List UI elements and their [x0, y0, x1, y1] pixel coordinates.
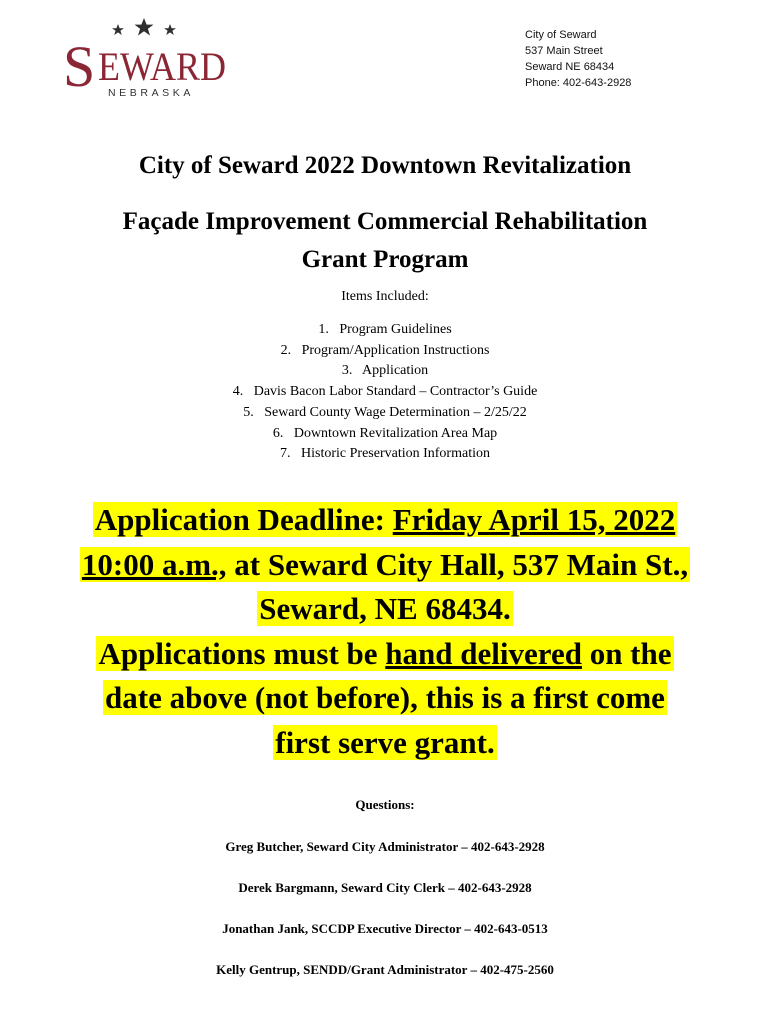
address-line-phone: Phone: 402-643-2928: [525, 77, 632, 89]
contacts-list: [0, 837, 770, 1001]
seward-logo-graphic: [60, 16, 230, 102]
deadline-line-2: [0, 543, 770, 588]
address-line-org: City of Seward: [525, 29, 597, 41]
deadline-location: at Seward City Hall, 537 Main St.,: [226, 546, 689, 582]
logo-eward-letters: EWARD: [98, 44, 226, 89]
deadline-line-5-text: date above (not before), this is a first come: [105, 680, 665, 715]
deadline-line-1: [0, 498, 770, 543]
list-item: 6. Downtown Revitalization Area Map: [272, 425, 498, 441]
list-item: 1. Program Guidelines: [318, 322, 452, 337]
document-subtitle: [0, 203, 770, 279]
hand-delivered-text: hand delivered: [385, 635, 582, 671]
items-included-label: Items Included:: [341, 289, 429, 304]
apps-prefix: Applications must be: [98, 635, 386, 671]
list-item: 2. Program/Application Instructions: [280, 342, 490, 358]
deadline-line-6-text: first serve grant.: [275, 724, 495, 760]
stars-icon: [112, 18, 176, 36]
list-item: 7. Historic Preservation Information: [280, 446, 490, 462]
logo-s-letter: S: [63, 34, 96, 99]
deadline-time: 10:00 a.m.,: [81, 546, 227, 582]
deadline-line-5: [0, 676, 770, 721]
contact-item: Greg Butcher, Seward City Administrator – 402-643-2928: [225, 839, 545, 854]
list-item: 3. Application: [341, 363, 429, 379]
deadline-line-6: [0, 721, 770, 766]
deadline-date: Friday April 15, 2022: [392, 502, 676, 537]
deadline-line-4: [0, 632, 770, 677]
seward-logo: [60, 16, 230, 102]
subtitle-line-1: Façade Improvement Commercial Rehabilitation: [122, 208, 648, 235]
address-line-city: Seward NE 68434: [525, 61, 615, 73]
deadline-notice: [0, 498, 770, 765]
contact-item: Jonathan Jank, SCCDP Executive Director – 402-643-0513: [222, 921, 548, 936]
address-line-street: 537 Main Street: [525, 45, 603, 57]
deadline-city: Seward, NE 68434.: [259, 591, 511, 626]
contact-item: Kelly Gentrup, SENDD/Grant Administrator – 402-475-2560: [216, 962, 554, 977]
deadline-line-3: [0, 587, 770, 632]
address-block: [525, 27, 631, 91]
list-item: 4. Davis Bacon Labor Standard – Contractor’s Guide: [232, 384, 538, 400]
items-list: [0, 320, 770, 465]
subtitle-line-2: Grant Program: [301, 246, 469, 273]
questions-label: Questions:: [355, 797, 415, 812]
list-item: 5. Seward County Wage Determination – 2/25/22: [243, 404, 527, 420]
apps-suffix: on the: [581, 635, 672, 671]
deadline-prefix: Application Deadline:: [94, 502, 393, 537]
contact-item: Derek Bargmann, Seward City Clerk – 402-643-2928: [238, 880, 532, 895]
document-title: City of Seward 2022 Downtown Revitalization: [138, 152, 632, 179]
logo-subtext: NEBRASKA: [108, 87, 194, 99]
